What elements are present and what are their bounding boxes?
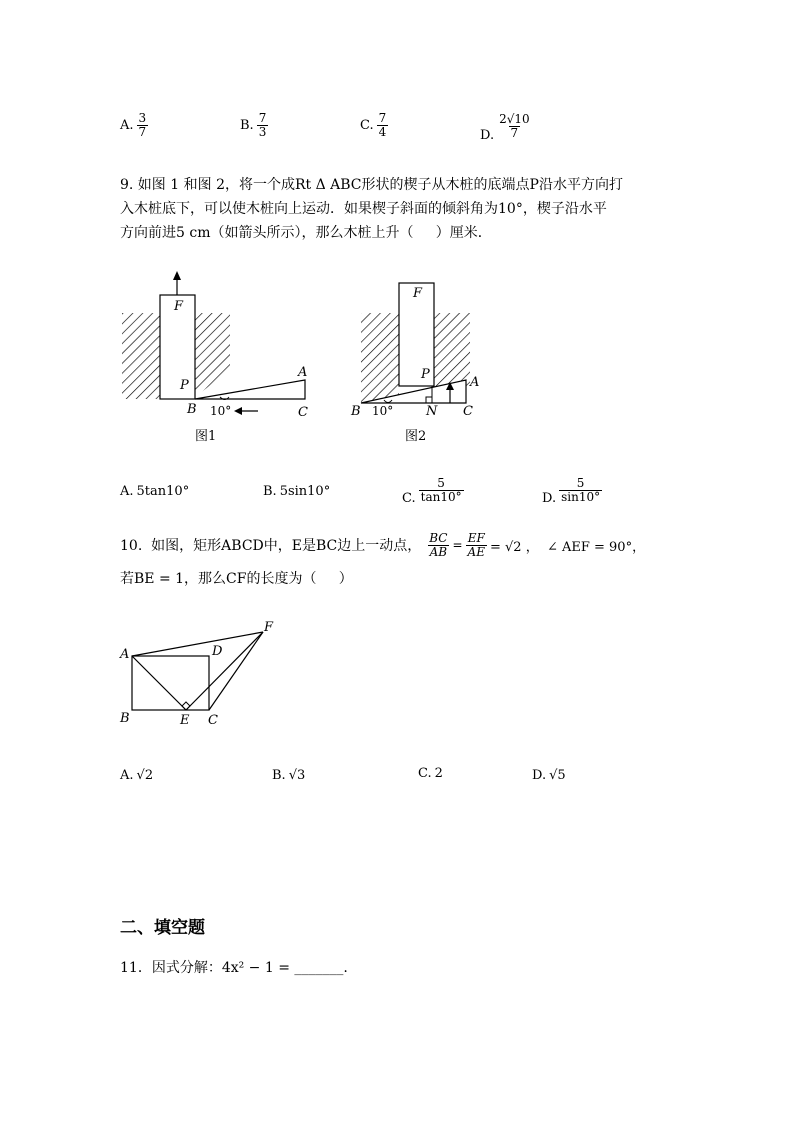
q8-d-den: 7 <box>510 126 519 140</box>
q9-option-c-fraction <box>419 477 464 503</box>
q9-option-a-label: A. <box>120 484 134 499</box>
q9-line-2: 入木桩底下，可以使木桩向上运动．如果楔子斜面的倾斜角为10°，楔子沿水平 <box>120 201 607 217</box>
figure-2 <box>350 283 479 444</box>
q10-option-c-label: C. <box>418 766 432 781</box>
q9-line-1: 9. 如图 1 和图 2，将一个成Rt Δ ABC形状的楔子从木桩的底端点P沿水平方向打 <box>120 177 623 193</box>
q9-option-d-label: D. <box>542 491 557 506</box>
q10-option-d-text: √5 <box>549 768 566 783</box>
fig1-label-p: P <box>180 378 189 393</box>
fig2-caption: 图2 <box>405 429 427 444</box>
q10-option-d <box>532 768 566 783</box>
fig2-label-p: P <box>421 367 430 382</box>
fig1-ground-left <box>122 313 160 399</box>
q8-b-num: 7 <box>258 111 267 125</box>
q10-label-e: E <box>180 713 190 728</box>
q10-frac2-num: EF <box>467 531 485 545</box>
q10-line-1-tail: = √2 ， ∠ AEF = 90°， <box>489 539 646 555</box>
q10-label-f: F <box>264 620 274 635</box>
q9-option-c-label: C. <box>402 491 416 506</box>
fig1-label-a: A <box>298 365 308 380</box>
q9-option-a-text: 5tan10° <box>136 484 190 499</box>
q8-a-num: 3 <box>138 111 147 125</box>
q10-line-2: 若BE = 1，那么CF的长度为（ ） <box>120 571 353 587</box>
fig2-label-b: B <box>351 404 361 419</box>
fig1-caption: 图1 <box>195 429 217 444</box>
fig1-label-c: C <box>298 405 308 420</box>
fig2-label-n: N <box>426 404 438 419</box>
right-angle-mark-e <box>182 702 190 710</box>
fig1-up-arrowhead <box>173 271 181 280</box>
rectangle-abcd <box>132 656 209 710</box>
q10-frac-bc-ab <box>427 532 449 558</box>
q10-option-c <box>418 766 443 781</box>
q9-option-b <box>263 484 330 499</box>
q8-option-c-label: C. <box>360 117 374 133</box>
fig2-ground-left <box>361 313 399 403</box>
q10-option-a-text: √2 <box>136 768 154 783</box>
q9-c-num: 5 <box>437 476 445 491</box>
q10-option-b <box>272 768 305 783</box>
q9-line-3: 方向前进5 cm（如箭头所示），那么木桩上升（ ）厘米． <box>120 225 492 241</box>
q8-option-b-label: B. <box>240 117 254 133</box>
fig2-ground-right <box>434 313 470 387</box>
q10-frac1-num: BC <box>429 531 448 545</box>
section-title-fill-in: 二、填空题 <box>120 918 205 938</box>
q9-d-num: 5 <box>576 476 585 491</box>
fig2-label-f: F <box>413 286 423 301</box>
q10-label-b: B <box>120 711 130 726</box>
q8-c-den: 4 <box>378 124 387 139</box>
q8-a-den: 7 <box>138 124 147 139</box>
q10-option-a-label: A. <box>120 768 134 783</box>
q10-option-b-text: √3 <box>288 768 306 783</box>
q10-label-a: A <box>120 647 130 662</box>
fig1-angle-label: 10° <box>210 404 232 418</box>
figure-1 <box>122 271 308 444</box>
q9-option-d-fraction <box>559 477 602 503</box>
segment-ae <box>132 656 186 710</box>
fig1-ground-right <box>195 313 230 397</box>
q8-option-d-label: D. <box>480 128 495 143</box>
q10-option-d-label: D. <box>532 768 547 783</box>
fig2-label-a: A <box>470 375 480 390</box>
q10-label-d: D <box>212 644 223 659</box>
q11-line: 11．因式分解：4x² − 1 = _______. <box>120 960 348 976</box>
q9-option-c <box>402 475 464 506</box>
fig1-label-f: F <box>174 299 184 314</box>
fig2-angle-label: 10° <box>372 404 394 418</box>
fig1-left-arrowhead <box>234 407 242 415</box>
q8-d-num: 2√10 <box>499 112 530 127</box>
q10-equals: = <box>452 538 463 553</box>
q10-line-1 <box>120 532 645 558</box>
q10-line-1-text: 10. 如图，矩形ABCD中，E是BC边上一动点， <box>120 538 422 555</box>
q10-frac-ef-ae <box>466 532 487 558</box>
q9-option-d <box>542 475 602 506</box>
q10-option-b-label: B. <box>272 768 286 783</box>
q8-c-num: 7 <box>378 111 387 125</box>
fig2-label-c: C <box>463 404 473 419</box>
fig1-label-b: B <box>187 402 197 417</box>
q9-option-a <box>120 484 189 499</box>
q8-option-a-label: A. <box>120 117 134 133</box>
q10-label-c: C <box>208 713 218 728</box>
q10-frac1-den: AB <box>429 544 448 559</box>
q9-c-den: tan10° <box>420 490 462 504</box>
q10-figure <box>119 620 274 728</box>
q9-option-b-text: 5sin10° <box>279 484 331 499</box>
q10-option-a <box>120 768 153 783</box>
q8-b-den: 3 <box>258 124 267 139</box>
q9-option-b-label: B. <box>263 484 277 499</box>
q10-frac2-den: AE <box>467 544 485 559</box>
q9-d-den: sin10° <box>561 490 601 504</box>
q10-option-c-text: 2 <box>434 766 443 781</box>
